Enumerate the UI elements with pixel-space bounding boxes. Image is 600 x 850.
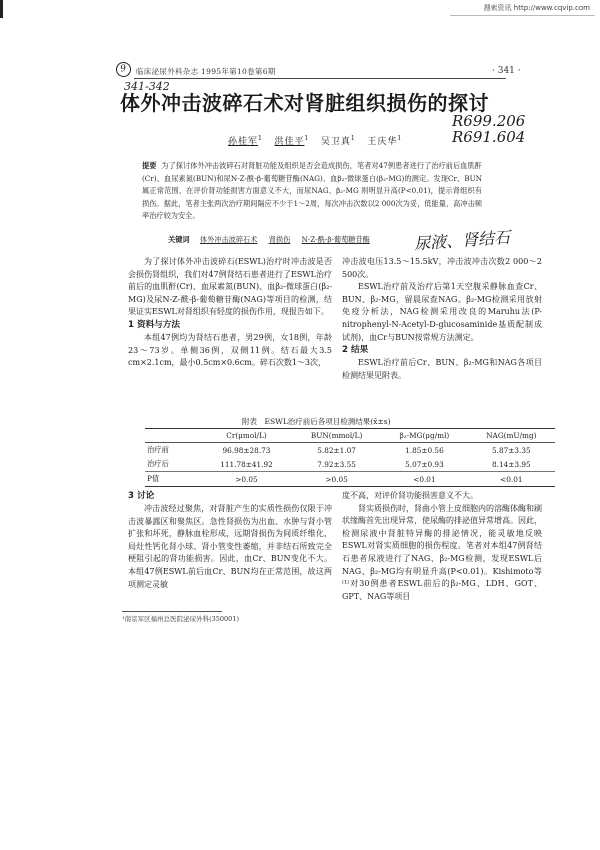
right-column-bottom [342,490,542,603]
keyword: N-Z-酰-β-葡萄糖苷酶 [301,235,370,244]
author-affiliation-mark: 1 [350,135,356,142]
table-row [145,457,555,472]
table-cell: 5.82±1.07 [317,445,356,455]
methods-paragraph: 本组47例均为肾结石患者，男29例，女18例，年龄23～73岁。单侧36例，双侧11例。结石最大3.5 cm×2.1cm，最小0.5cm×0.6cm。碎石次数1～3次， [128,332,332,368]
discussion-paragraph: 冲击波经过聚焦，对肾脏产生的实质性损伤仅限于冲击波暴露区和聚焦区。急性肾损伤为出血、水肿与肾小管扩张和坏死，静脉血栓形成，远期肾损伤为间质纤维化，局灶性钙化肾小球、肾小管变性萎缩，并非结石所致完全梗阻引起的肾功能损害。因此，血Cr、BUN变化不大。本组47例ESWL前后血Cr、BUN均在正常范围，故这两项测定灵敏 [128,504,332,589]
circled-mark: 9 [115,61,133,79]
table-header-row [145,429,555,443]
table-header-cell: NAG(mU/mg) [468,429,555,443]
site-stamp: 搜索资讯 http://www.cqvip.com [483,4,590,12]
table-cell: >0.05 [292,472,381,487]
table-cell: 1.85±0.56 [405,445,444,455]
table-cell: >0.05 [201,472,292,487]
section-heading-methods: 1 资料与方法 [128,319,180,330]
stamp-rule [450,15,595,16]
table-cell: <0.01 [381,472,467,487]
author-affiliation-mark: 1 [304,135,310,142]
methods-continued: 冲击波电压13.5～15.5kV，冲击波冲击次数2 000～2 500次。 [342,257,542,279]
footnote-rule [122,611,222,612]
discussion-paragraph-2: 肾实质损伤时，肾曲小管上皮细胞内的溶酶体酶和刷状缘酶首先出现异常，使尿酶的排泌值异常增高。因此，检测尿液中肾脏特异酶的排泌情况，能灵敏地反映ESWL对肾实质细胞的损伤程度。笔者对本组47例肾结石患者尿液进行了NAG、β₂-MG检测，发现ESWL后NAG、β₂-MG均有明显升高(P<0.01)。Kishimoto等⁽¹⁾对30例患者ESWL前后的β₂-MG、LDH、GOT、GPT、NAG等项目 [342,503,542,601]
intro-paragraph: 为了探讨体外冲击波碎石(ESWL)治疗时冲击波是否会损伤肾组织，我们对47例肾结石患者进行了ESWL治疗前后的血肌酐(Cr)、血尿素氮(BUN)、血β₂-微球蛋白(β₂-MG)及尿N-Z-酰-β-葡萄糖苷酶(NAG)等项目的检测，结果证实ESWL对肾组织有轻度的损伤作用，现报告如下。 [128,257,332,317]
table-cell: P值 [145,472,201,487]
table-cell: 8.14±3.95 [492,459,531,469]
handwritten-page-range: 341-342 [124,80,170,93]
table-cell: 111.78±41.92 [220,459,273,469]
abstract-label: 提要 [142,161,157,170]
handwritten-code-1: R699.206 [452,112,526,130]
left-column-top [128,256,332,370]
article-title: 体外冲击波碎石术对肾脏组织损伤的探讨 [120,91,489,115]
table-cell: 7.92±3.55 [317,459,356,469]
right-column-top [342,256,542,382]
discussion-continued: 度不高，对评价肾功能损害意义不大。 [342,491,478,500]
table-header-cell: β₂-MG(μg/ml) [381,429,467,443]
table-row [145,472,555,487]
section-heading-results: 2 结果 [342,345,369,356]
keyword: 肾损伤 [268,235,291,244]
table-cell: <0.01 [468,472,555,487]
table-cell: 96.98±28.73 [222,445,271,455]
table-cell: 5.87±3.35 [492,445,531,455]
table-cell: 治疗后 [147,459,169,468]
page-number: · 341 · [492,66,521,76]
abstract-text: 为了探讨体外冲击波碎石对肾脏功能及组织是否会造成损伤，笔者对47例患者进行了治疗前后血肌酐(Cr)、血尿素氮(BUN)和尿N-Z-酰-β-葡萄糖苷酶(NAG)、血β₂-微球蛋白(β₂-MG)的测定。发现Cr、BUN 属正常范围，在评价肾功能损害方面意义不大，而尿NAG、β₂-MG 则明显升高(P<0.01)，提示肾组织有损伤。据此，笔者主张两次治疗期间隔应不少于1～2周，每次冲击次数以2 000次为妥，低能量、高冲击频率治疗较为安全。 [142,161,482,220]
keywords-line [168,235,528,245]
header-rule [134,78,506,79]
handwritten-code-2: R691.604 [452,128,526,146]
table-caption: 附表 ESWL治疗前后各项目检测结果(x̄±s) [242,417,391,426]
left-column-bottom [128,490,332,591]
table-header-cell: BUN(mmol/L) [292,429,381,443]
keywords-label: 关键词 [168,235,190,244]
handwritten-margin-note: 尿液、肾结石 [413,227,511,254]
table-cell: 5.07±0.93 [405,459,444,469]
results-paragraph: ESWL治疗前后Cr、BUN、β₂-MG和NAG各项目检测结果见附表。 [342,358,542,380]
author-affiliation-mark: 1 [258,135,263,142]
keyword: 体外冲击波碎石术 [199,235,258,244]
author-name: 孙桂军 [228,137,259,147]
section-heading-discussion: 3 讨论 [128,491,155,501]
journal-info: 临床泌尿外科杂志 1995年第10卷第6期 [136,67,276,76]
table-header-cell: Cr(μmol/L) [201,429,292,443]
table-row [145,443,555,458]
abstract-block [142,160,482,223]
author-affiliation-mark: 1 [397,135,403,142]
table-cell: 治疗前 [147,445,169,454]
author-list [228,134,402,147]
table-header-cell [145,429,201,443]
scan-edge-mark [0,0,3,18]
author-name: 洪佳平 [274,137,305,147]
affiliation-footnote: ¹南京军区福州总医院泌尿外科(350001) [122,615,239,623]
methods-detail-paragraph: ESWL治疗前及治疗后第1天空腹采静脉血查Cr、BUN、β₂-MG，留晨尿查NAG。β₂-MG检测采用放射免疫分析法，NAG检测采用改良的Maruhu法(P-nitrophenyl-N-Acetyl-D-glucosaminide基质配制成试剂)，血Cr与BUN按常规方法测定。 [342,282,542,342]
results-table [145,428,555,487]
author-name: 吴卫真 [320,137,351,147]
author-name: 王庆华 [367,137,398,147]
